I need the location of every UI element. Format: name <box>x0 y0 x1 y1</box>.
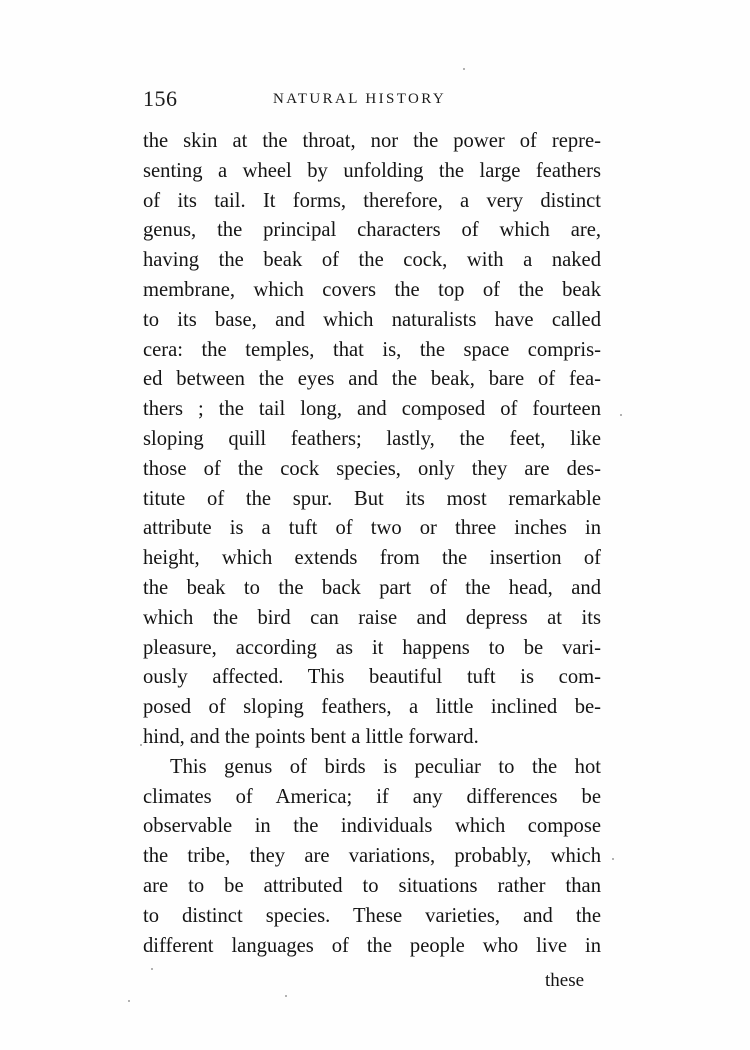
text-line: having the beak of the cock, with a naked <box>143 249 601 272</box>
text-line: senting a wheel by unfolding the large feathers <box>143 159 601 182</box>
paper-speck <box>140 744 142 746</box>
catchword: these <box>545 970 585 991</box>
text-line: height, which extends from the insertion of <box>143 547 601 570</box>
text-line: thers ; the tail long, and composed of fourteen <box>143 398 601 421</box>
page-header <box>143 86 599 116</box>
text-line: which the bird can raise and depress at its <box>143 606 601 629</box>
text-line: the skin at the throat, nor the power of repre- <box>143 130 601 152</box>
text-line: genus, the principal characters of which are, <box>143 219 601 242</box>
text-line: those of the cock species, only they are des- <box>143 457 601 480</box>
text-line: different languages of the people who live in <box>143 934 601 957</box>
page-number: 156 <box>143 86 178 111</box>
text-line: observable in the individuals which compose <box>143 815 601 838</box>
paper-speck <box>620 414 622 416</box>
text-line: the tribe, they are variations, probably, which <box>143 845 601 868</box>
text-line: posed of sloping feathers, a little inclined be- <box>143 696 601 719</box>
text-line: to distinct species. These varieties, and the <box>143 904 601 927</box>
text-line: to its base, and which naturalists have called <box>143 308 601 331</box>
text-line: sloping quill feathers; lastly, the feet, like <box>143 427 601 450</box>
text-line: membrane, which covers the top of the beak <box>143 278 601 301</box>
paper-speck <box>285 995 287 997</box>
paper-speck <box>128 1000 130 1002</box>
paper-speck <box>151 968 153 970</box>
text-line: are to be attributed to situations rather than <box>143 874 601 897</box>
text-line: pleasure, according as it happens to be vari- <box>143 636 601 659</box>
text-line: of its tail. It forms, therefore, a very distinct <box>143 189 601 212</box>
text-line: cera: the temples, that is, the space compris- <box>143 338 601 361</box>
paper-speck <box>612 858 614 860</box>
paragraph-start-line: This genus of birds is peculiar to the hot <box>170 755 601 778</box>
body-text <box>143 127 601 961</box>
text-line: ously affected. This beautiful tuft is com- <box>143 666 601 689</box>
running-title: NATURAL HISTORY <box>273 91 447 107</box>
paper-speck <box>463 68 465 70</box>
text-line: titute of the spur. But its most remarkable <box>143 487 601 510</box>
paragraph-end-line: hind, and the points bent a little forward. <box>143 725 479 748</box>
text-line: climates of America; if any differences be <box>143 785 601 808</box>
text-line: the beak to the back part of the head, and <box>143 576 601 599</box>
text-line: attribute is a tuft of two or three inches in <box>143 517 601 540</box>
text-line: ed between the eyes and the beak, bare of fea- <box>143 368 601 391</box>
